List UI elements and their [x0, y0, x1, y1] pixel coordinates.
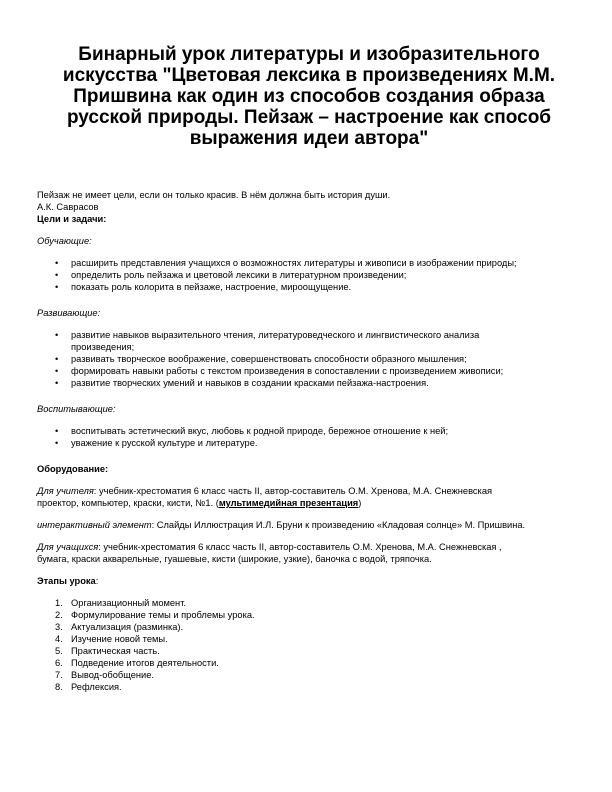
list-item: • расширить представления учащихся о возможностях литературы и живописи в изображении природы;: [37, 257, 587, 269]
students-label: Для учащихся: [37, 542, 99, 552]
list-item: • формировать навыки работы с текстом произведения в сопоставлении с произведением живописи;: [37, 365, 587, 377]
epigraph-author: А.К. Саврасов: [37, 202, 99, 212]
title-line: выражения идеи автора": [189, 128, 429, 149]
item-text: Организационный момент.: [71, 598, 187, 608]
item-number: 8.: [55, 682, 63, 692]
list-item: [37, 669, 587, 681]
title-line: Бинарный урок литературы и изобразительного: [78, 44, 540, 65]
epigraph: Пейзаж не имеет цели, если он только красив. В нём должна быть история души.: [37, 190, 391, 200]
title-line: Пришвина как один из способов создания образа: [73, 86, 545, 107]
item-text: Подведение итогов деятельности.: [71, 658, 219, 668]
students-text: : учебник-хрестоматия 6 класс часть II, автор-составитель О.М. Хренова, М.А. Снежневская ,: [98, 542, 502, 552]
students-equipment: [37, 541, 587, 553]
list-item: • развитие навыков выразительного чтения, литературоведческого и лингвистического анализа: [37, 329, 587, 341]
list-item: • уважение к русской культуре и литературе.: [37, 437, 587, 449]
educational-label: Обучающие:: [37, 236, 92, 246]
stages-list: [37, 597, 587, 693]
list-item: [37, 597, 587, 609]
list-item: • развитие творческих умений и навыков в создании красками пейзажа-настроения.: [37, 377, 587, 389]
goals-heading: Цели и задачи:: [37, 214, 107, 224]
stages-heading-line: [37, 575, 587, 587]
upbringing-list: [37, 425, 587, 449]
interactive-label: интерактивный элемент: [37, 520, 152, 530]
document-title: [40, 44, 578, 149]
list-item: [37, 621, 587, 633]
interactive-text: : Слайды Иллюстрация И.Л. Бруни к произведению «Кладовая солнце» М. Пришвина.: [151, 520, 526, 530]
item-number: 7.: [55, 670, 63, 680]
list-item: [37, 645, 587, 657]
upbringing-label: Воспитывающие:: [37, 404, 116, 414]
list-item: • воспитывать эстетический вкус, любовь к родной природе, бережное отношение к ней;: [37, 425, 587, 437]
teacher-label: Для учителя: [37, 486, 94, 496]
equipment-heading: Оборудование:: [37, 464, 109, 474]
teacher-text-2: проектор, компьютер, краски, кисти, №1. (: [37, 498, 219, 508]
students-equipment-cont: бумага, краски акварельные, гуашевые, кисти (широкие, узкие), баночка с водой, тряпочка.: [37, 554, 432, 564]
teacher-text-3: ): [358, 498, 362, 508]
list-item-continuation: [37, 341, 587, 353]
item-number: 1.: [55, 598, 63, 608]
list-item: [37, 609, 587, 621]
item-text: Вывод-обобщение.: [71, 670, 154, 680]
developing-label: Развивающие:: [37, 308, 101, 318]
teacher-text: : учебник-хрестоматия 6 класс часть II, автор-составитель О.М. Хренова, М.А. Снежневская: [93, 486, 493, 496]
item-text: Актуализация (разминка).: [71, 622, 184, 632]
list-item: [37, 633, 587, 645]
list-item: [37, 657, 587, 669]
title-line: искусства "Цветовая лексика в произведениях М.М.: [62, 65, 556, 86]
teacher-equipment: [37, 485, 587, 497]
item-text: Рефлексия.: [71, 682, 122, 692]
developing-list: [37, 329, 587, 389]
stages-heading: Этапы урока: [37, 576, 96, 586]
educational-list: [37, 257, 587, 293]
interactive-element: [37, 519, 587, 531]
list-item: • определить роль пейзажа и цветовой лексики в литературном произведении;: [37, 269, 587, 281]
item-number: 4.: [55, 634, 63, 644]
teacher-equipment-cont: [37, 497, 587, 509]
document-body: [37, 189, 587, 693]
item-text: Формулирование темы и проблемы урока.: [71, 610, 255, 620]
stages-colon: :: [95, 576, 99, 586]
presentation-link[interactable]: мультимедийная презентация: [218, 498, 359, 508]
item-number: 3.: [55, 622, 63, 632]
item-text: Изучение новой темы.: [71, 634, 168, 644]
item-number: 2.: [55, 610, 63, 620]
item-number: 6.: [55, 658, 63, 668]
item-number: 5.: [55, 646, 63, 656]
list-item: • развивать творческое воображение, совершенствовать способности образного мышления;: [37, 353, 587, 365]
continuation-text: произведения;: [71, 342, 135, 352]
list-item: [37, 681, 587, 693]
list-item: • показать роль колорита в пейзаже, настроение, мироощущение.: [37, 281, 587, 293]
item-text: Практическая часть.: [71, 646, 160, 656]
title-line: русской природы. Пейзаж – настроение как способ: [66, 107, 552, 128]
